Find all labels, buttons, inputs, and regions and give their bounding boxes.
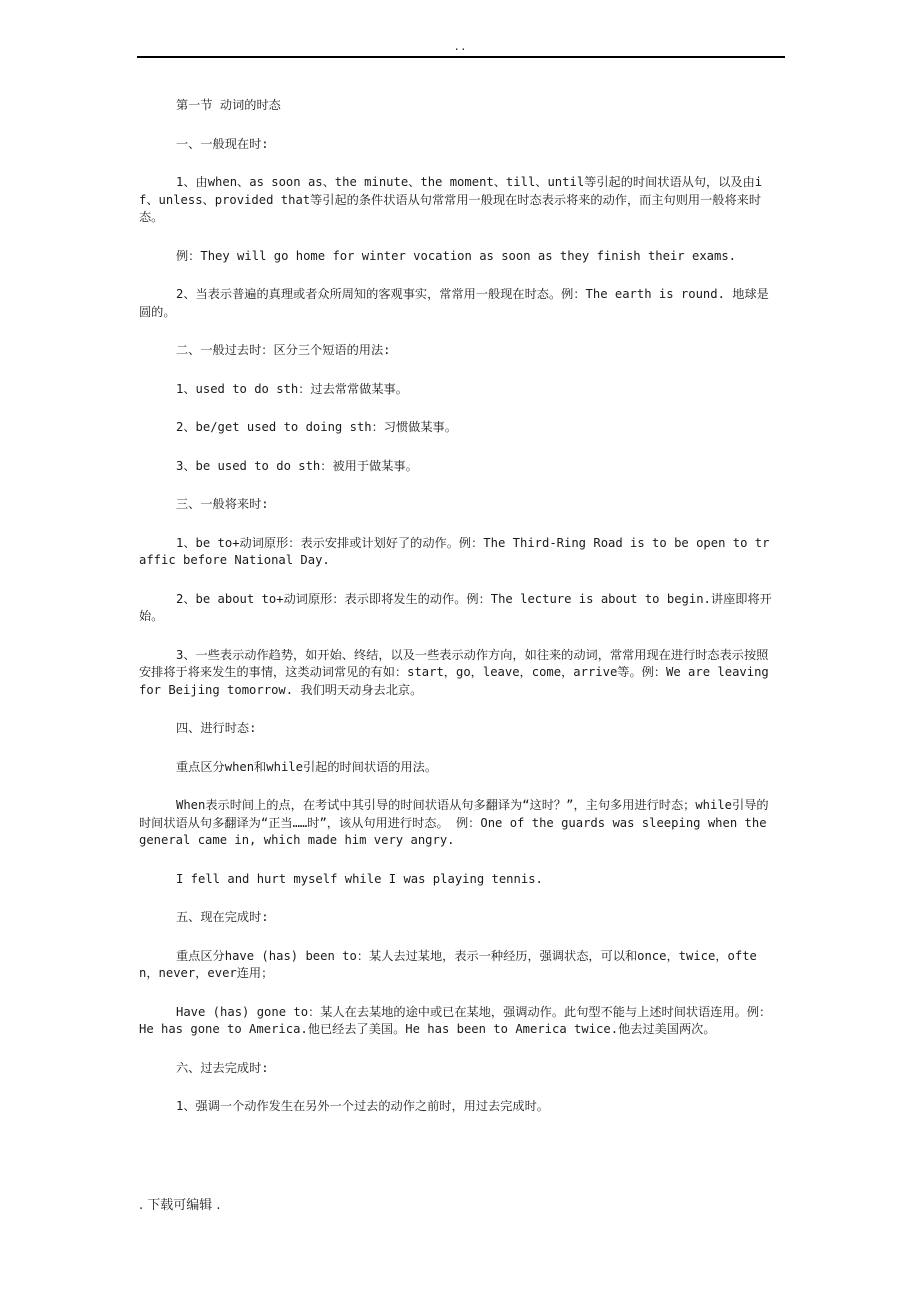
- paragraph: 1、used to do sth：过去常常做某事。: [176, 381, 408, 396]
- example-paragraph: I fell and hurt myself while I was playing tennis.: [176, 871, 543, 886]
- paragraph: When表示时间上的点，在考试中其引导的时间状语从句多翻译为“这时？”，主句多用进行时态；while引导的时间状语从句多翻译为“正当……时”，该从句用进行时态。 例：One of the guards was sleeping when the general came in, which made him very angry.: [139, 798, 769, 847]
- paragraph: 重点区分when和while引起的时间状语的用法。: [176, 759, 438, 774]
- paragraph: 1、be to+动词原形：表示安排或计划好了的动作。例：The Third-Ring Road is to be open to traffic before National Day.: [139, 535, 770, 567]
- heading-simple-present: 一、一般现在时:: [176, 136, 269, 151]
- header-mark: ..: [453, 40, 467, 53]
- footer-note: . 下载可编辑 .: [139, 1198, 221, 1213]
- paragraph: 1、由when、as soon as、the minute、the moment、till、until等引起的时间状语从句，以及由if、unless、provided that等引起的条件状语从句常常用一般现在时态表示将来的动作，而主句则用一般将来时态。: [139, 175, 763, 224]
- heading-simple-past: 二、一般过去时：区分三个短语的用法:: [176, 343, 391, 357]
- paragraph: 2、be about to+动词原形：表示即将发生的动作。例：The lecture is about to begin.讲座即将开始。: [139, 591, 772, 623]
- paragraph: 重点区分have (has) been to：某人去过某地，表示一种经历，强调状态，可以和once，twice，often，never，ever连用；: [139, 948, 757, 980]
- paragraph: 3、一些表示动作趋势，如开始、终结，以及一些表示动作方向，如往来的动词，常常用现在进行时态表示按照安排将于将来发生的事情，这类动词常见的有如：start，go，leave，come，arrive等。例：We are leaving for Beijing tomorrow. 我们明天动身去北京。: [139, 647, 769, 697]
- paragraph: Have (has) gone to：某人在去某地的途中或已在某地，强调动作。此句型不能与上述时间状语连用。例：He has gone to America.他已经去了美国。He has been to America twice.他去过美国两次。: [139, 1004, 772, 1036]
- paragraph: 1、强调一个动作发生在另外一个过去的动作之前时，用过去完成时。: [176, 1099, 549, 1113]
- heading-present-perfect: 五、现在完成时:: [176, 910, 269, 924]
- heading-progressive: 四、进行时态:: [176, 721, 257, 735]
- paragraph: 2、be/get used to doing sth：习惯做某事。: [176, 420, 457, 434]
- paragraph: 2、当表示普遍的真理或者众所周知的客观事实，常常用一般现在时态。例：The earth is round. 地球是圆的。: [139, 287, 769, 319]
- example-paragraph: 例：They will go home for winter vocation as soon as they finish their exams.: [176, 248, 737, 263]
- header-rule: [137, 56, 785, 58]
- heading-simple-future: 三、一般将来时:: [176, 497, 269, 511]
- paragraph: 3、be used to do sth：被用于做某事。: [176, 458, 418, 473]
- section-title: 第一节 动词的时态: [176, 98, 281, 112]
- document-body: [139, 97, 773, 1137]
- heading-past-perfect: 六、过去完成时:: [176, 1060, 269, 1075]
